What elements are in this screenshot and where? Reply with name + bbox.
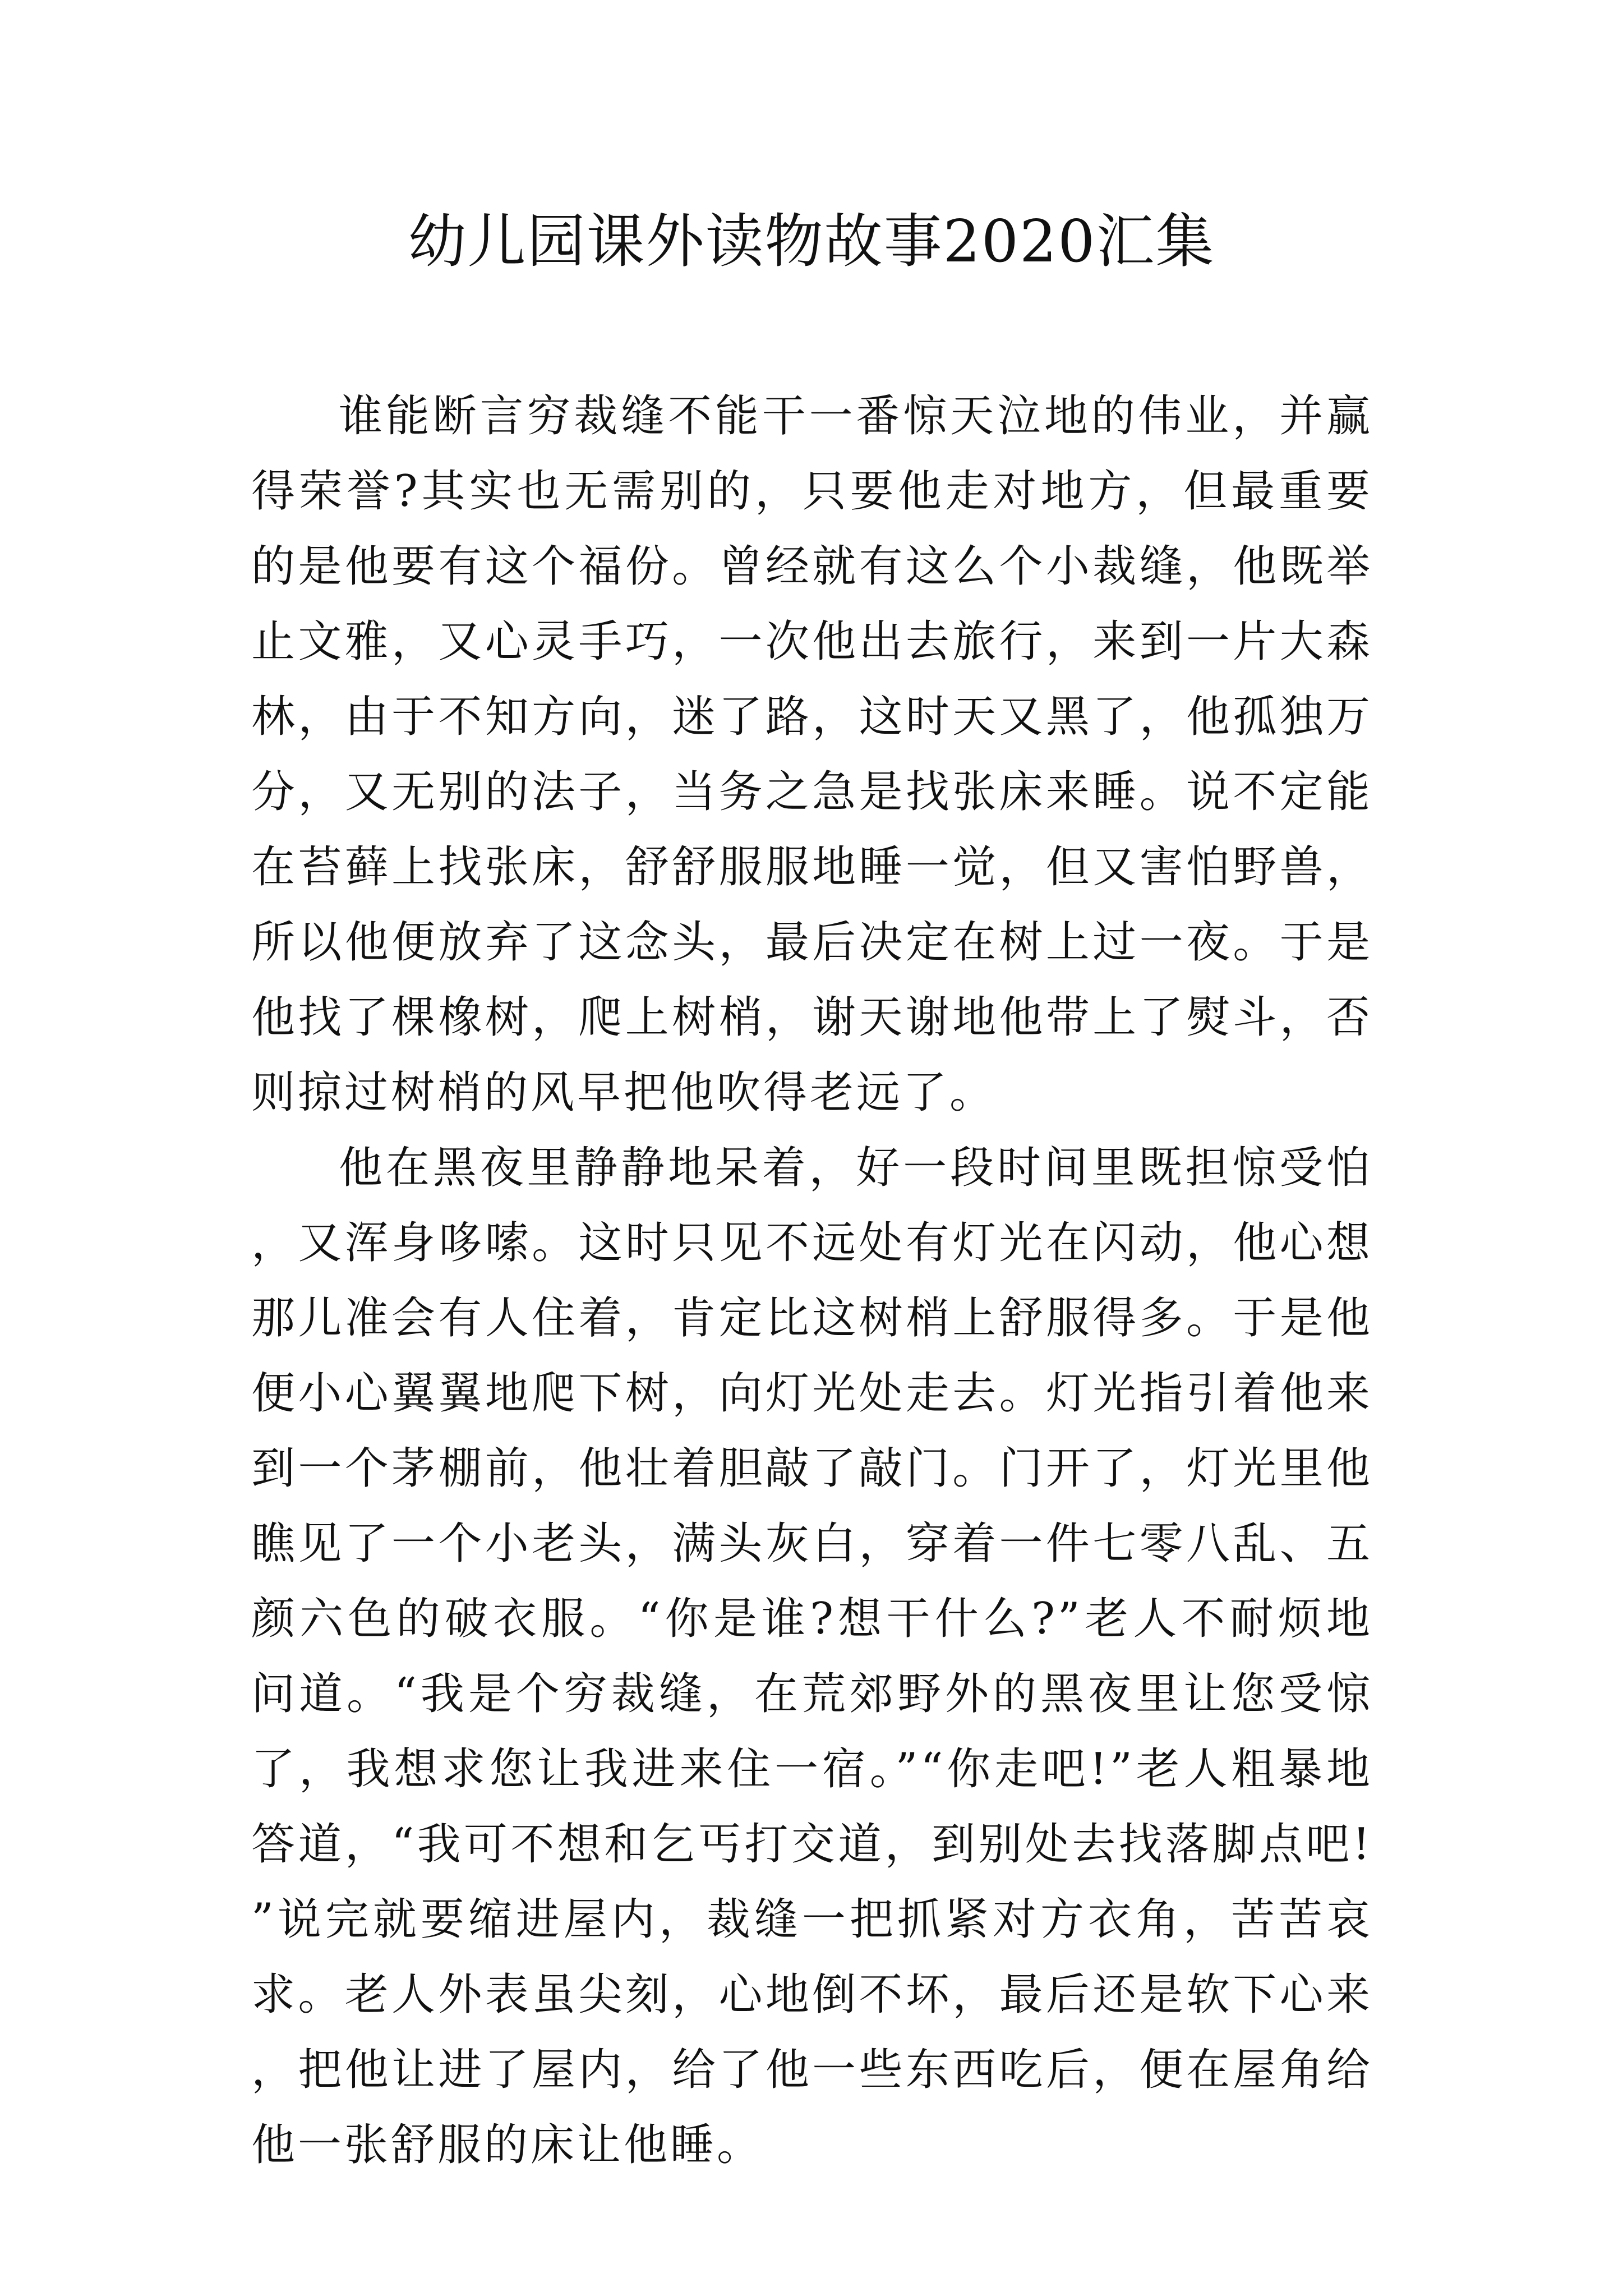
paragraph-2: 他在黑夜里静静地呆着，好一段时间里既担惊受怕，又浑身哆嗦。这时只见不远处有灯光在闪动，他心想那儿准会有人住着，肯定比这树梢上舒服得多。于是他便小心翼翼地爬下树，向灯光处走去。灯光指引着他来到一个茅棚前，他壮着胆敲了敲门。门开了，灯光里他瞧见了一个小老头，满头灰白，穿着一件七零八乱、五颜六色的破衣服。“你是谁?想干什么?”老人不耐烦地问道。“我是个穷裁缝，在荒郊野外的黑夜里让您受惊了，我想求您让我进来住一宿。”“你走吧!”老人粗暴地答道，“我可不想和乞丐打交道，到别处去找落脚点吧!”说完就要缩进屋内，裁缝一把抓紧对方衣角，苦苦哀求。老人外表虽尖刻，心地倒不坏，最后还是软下心来，把他让进了屋内，给了他一些东西吃后，便在屋角给他一张舒服的床让他睡。 bbox=[251, 1143, 1373, 2170]
paragraph-1: 谁能断言穷裁缝不能干一番惊天泣地的伟业，并赢得荣誉?其实也无需别的，只要他走对地方，但最重要的是他要有这个福份。曾经就有这么个小裁缝，他既举止文雅，又心灵手巧，一次他出去旅行，来到一片大森林，由于不知方向，迷了路，这时天又黑了，他孤独万分，又无别的法子，当务之急是找张床来睡。说不定能在苔藓上找张床，舒舒服服地睡一觉，但又害怕野兽，所以他便放弃了这念头，最后决定在树上过一夜。于是他找了棵橡树，爬上树梢，谢天谢地他带上了熨斗，否则掠过树梢的风早把他吹得老远了。 bbox=[251, 391, 1373, 1118]
document-body bbox=[251, 379, 1373, 2183]
document-title: 幼儿园课外读物故事2020汇集 bbox=[408, 207, 1215, 275]
